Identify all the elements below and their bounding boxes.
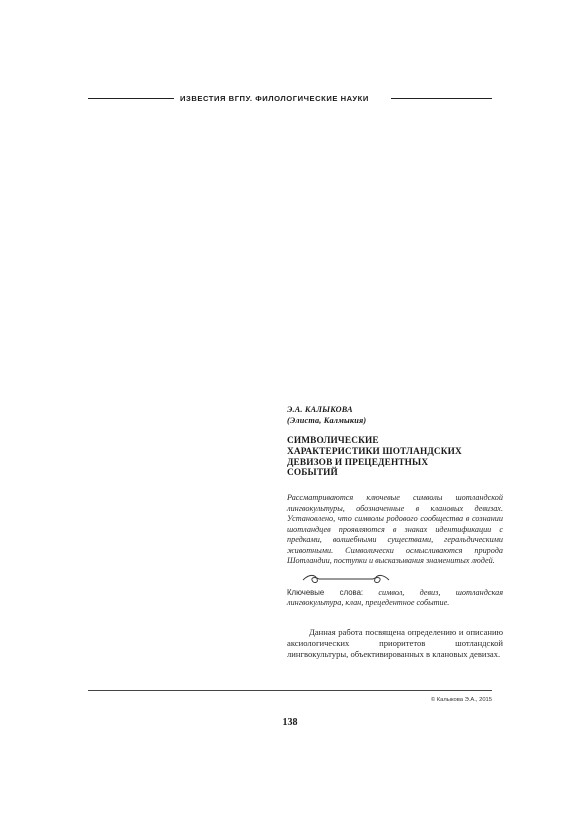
abstract: Рассматриваются ключевые символы шотландской лингвокультуры, обозначенные в клановых девизах. Установлено, что символы родового сообщества в сознании шотландцев проявляются в знаках идентификации с предками, волшебными существами, геральдическими животными. Символически осмысливаются природа Шотландии, поступки и высказывания знаменитых людей. [287,493,503,566]
keywords [287,588,503,609]
journal-title: ИЗВЕСТИЯ ВГПУ. ФИЛОЛОГИЧЕСКИЕ НАУКИ [180,94,369,103]
header-rule-left [88,98,174,99]
author-affiliation: (Элиста, Калмыкия) [287,415,367,425]
keywords-label: Ключевые слова: [287,587,364,597]
body-paragraph: Данная работа посвящена определению и описанию аксиологических приоритетов шотландской лингвокультуры, объективированных в клановых девизах. [287,626,503,659]
title-line: ХАРАКТЕРИСТИКИ ШОТЛАНДСКИХ [287,446,462,457]
title-line: СОБЫТИЙ [287,468,338,479]
author-name: Э.А. КАЛЫКОВА [287,405,353,414]
keywords-list: символ, девиз, шотландская лингвокультура, клан, прецедентное событие. [287,587,504,608]
article [287,405,503,660]
footer-rule [88,690,492,691]
running-header [88,93,492,105]
header-rule-right [391,98,492,99]
article-title [287,436,503,479]
ornament-divider-icon [301,572,391,586]
title-line: СИМВОЛИЧЕСКИЕ [287,436,379,446]
page-number: 138 [282,717,298,728]
title-line: ДЕВИЗОВ И ПРЕЦЕДЕНТНЫХ [287,457,429,468]
copyright: © Калыкова Э.А., 2015 [430,697,492,703]
